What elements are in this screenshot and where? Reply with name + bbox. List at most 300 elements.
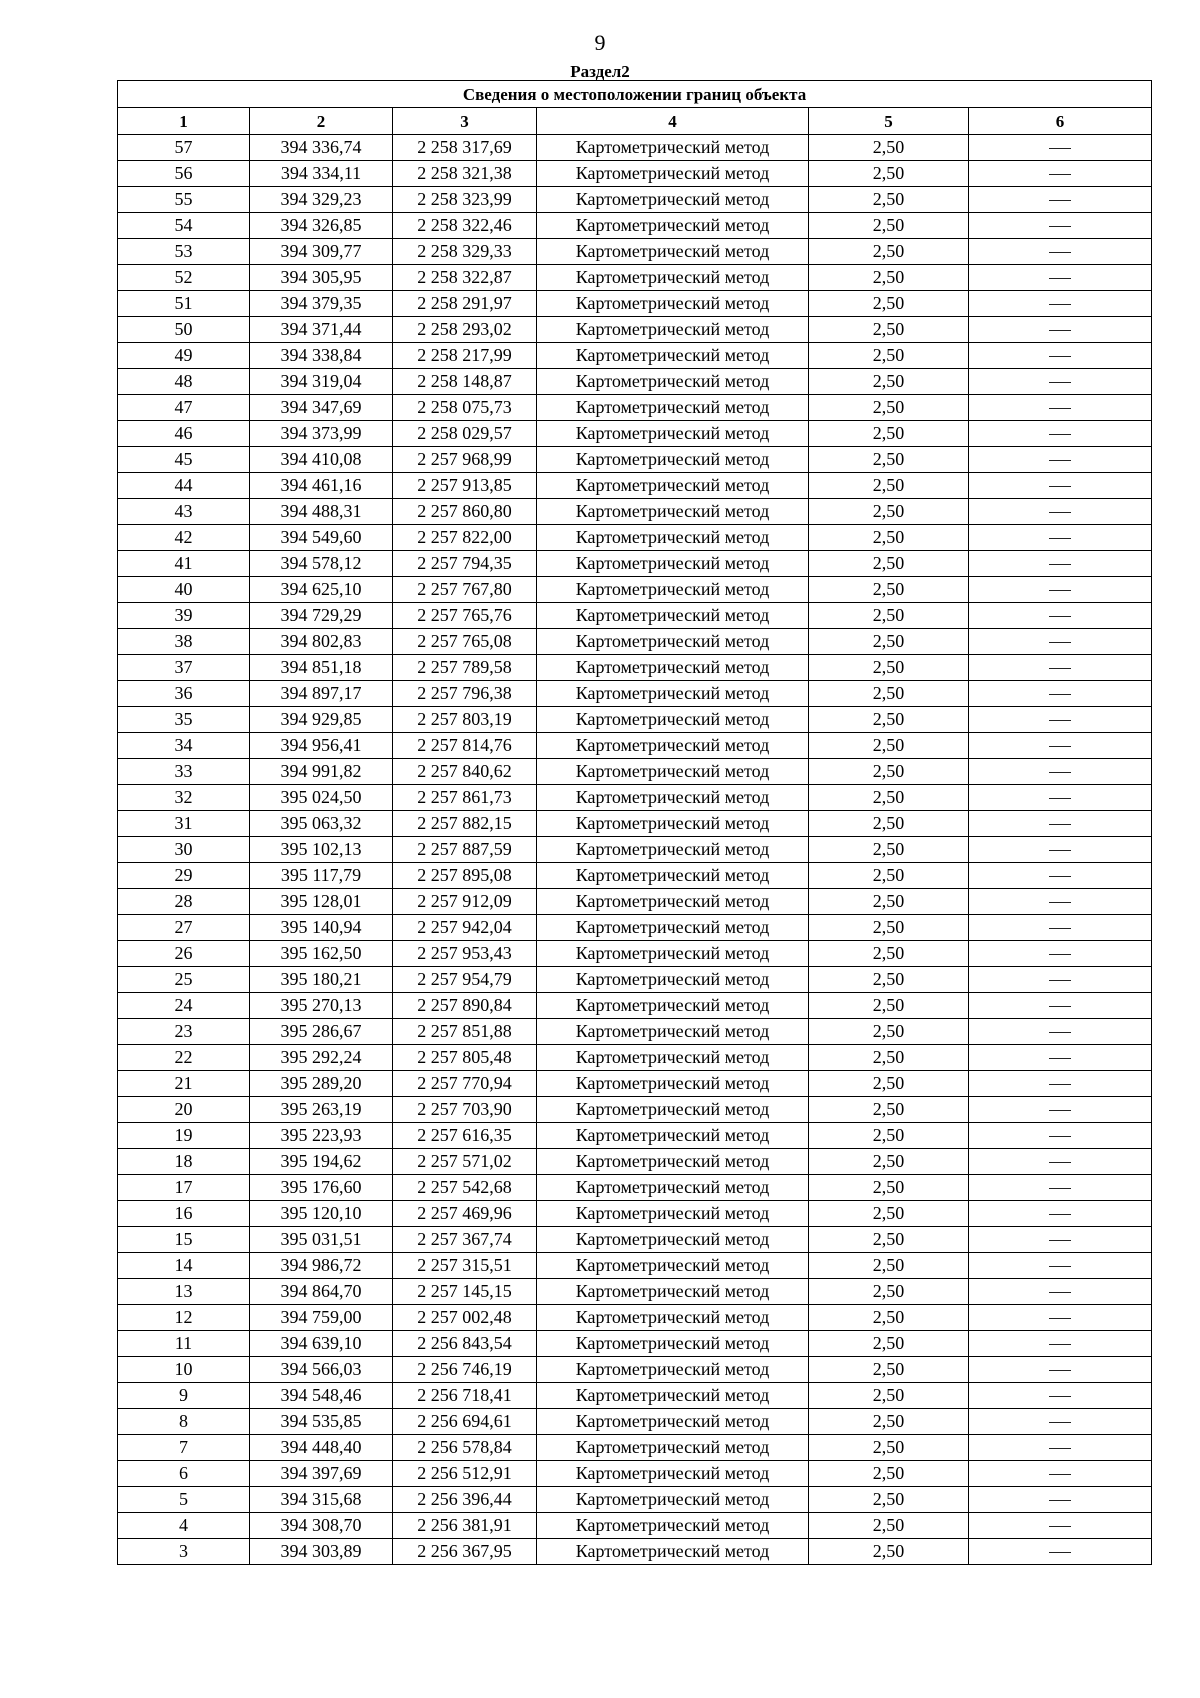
x-coordinate-cell: 394 315,68	[250, 1487, 393, 1513]
point-number-cell: 16	[118, 1201, 250, 1227]
point-number-cell: 49	[118, 343, 250, 369]
accuracy-value-cell: 2,50	[809, 473, 969, 499]
point-number-cell: 56	[118, 161, 250, 187]
point-number-cell: 31	[118, 811, 250, 837]
accuracy-value-cell: 2,50	[809, 213, 969, 239]
x-coordinate-cell: 394 347,69	[250, 395, 393, 421]
dash-mark	[1049, 1266, 1071, 1267]
description-cell	[969, 629, 1152, 655]
description-cell	[969, 551, 1152, 577]
determination-method-cell: Картометрический метод	[537, 369, 809, 395]
accuracy-value-cell: 2,50	[809, 941, 969, 967]
accuracy-value-cell: 2,50	[809, 889, 969, 915]
x-coordinate-cell: 395 120,10	[250, 1201, 393, 1227]
determination-method-cell: Картометрический метод	[537, 239, 809, 265]
table-row	[118, 1123, 1152, 1149]
determination-method-cell: Картометрический метод	[537, 603, 809, 629]
dash-mark	[1049, 1084, 1071, 1085]
x-coordinate-cell: 395 024,50	[250, 785, 393, 811]
table-row	[118, 1513, 1152, 1539]
description-cell	[969, 1227, 1152, 1253]
y-coordinate-cell: 2 256 367,95	[393, 1539, 537, 1565]
table-row	[118, 499, 1152, 525]
accuracy-value-cell: 2,50	[809, 603, 969, 629]
table-row	[118, 395, 1152, 421]
dash-mark	[1049, 642, 1071, 643]
determination-method-cell: Картометрический метод	[537, 1123, 809, 1149]
x-coordinate-cell: 394 488,31	[250, 499, 393, 525]
determination-method-cell: Картометрический метод	[537, 161, 809, 187]
dash-mark	[1049, 1500, 1071, 1501]
accuracy-value-cell: 2,50	[809, 1383, 969, 1409]
description-cell	[969, 1383, 1152, 1409]
description-cell	[969, 811, 1152, 837]
x-coordinate-cell: 395 176,60	[250, 1175, 393, 1201]
dash-mark	[1049, 252, 1071, 253]
x-coordinate-cell: 394 986,72	[250, 1253, 393, 1279]
determination-method-cell: Картометрический метод	[537, 421, 809, 447]
point-number-cell: 11	[118, 1331, 250, 1357]
point-number-cell: 15	[118, 1227, 250, 1253]
point-number-cell: 41	[118, 551, 250, 577]
determination-method-cell: Картометрический метод	[537, 291, 809, 317]
accuracy-value-cell: 2,50	[809, 421, 969, 447]
x-coordinate-cell: 394 305,95	[250, 265, 393, 291]
x-coordinate-cell: 394 319,04	[250, 369, 393, 395]
point-number-cell: 27	[118, 915, 250, 941]
accuracy-value-cell: 2,50	[809, 1253, 969, 1279]
x-coordinate-cell: 394 397,69	[250, 1461, 393, 1487]
accuracy-value-cell: 2,50	[809, 343, 969, 369]
description-cell	[969, 1201, 1152, 1227]
determination-method-cell: Картометрический метод	[537, 525, 809, 551]
description-cell	[969, 1409, 1152, 1435]
point-number-cell: 57	[118, 135, 250, 161]
y-coordinate-cell: 2 258 075,73	[393, 395, 537, 421]
accuracy-value-cell: 2,50	[809, 863, 969, 889]
table-row	[118, 785, 1152, 811]
page-number: 9	[594, 30, 606, 55]
column-header: 2	[250, 108, 393, 135]
description-cell	[969, 291, 1152, 317]
dash-mark	[1049, 1058, 1071, 1059]
y-coordinate-cell: 2 257 895,08	[393, 863, 537, 889]
accuracy-value-cell: 2,50	[809, 681, 969, 707]
determination-method-cell: Картометрический метод	[537, 187, 809, 213]
point-number-cell: 3	[118, 1539, 250, 1565]
description-cell	[969, 265, 1152, 291]
accuracy-value-cell: 2,50	[809, 395, 969, 421]
accuracy-value-cell: 2,50	[809, 1175, 969, 1201]
table-row	[118, 1461, 1152, 1487]
point-number-cell: 4	[118, 1513, 250, 1539]
table-row	[118, 1487, 1152, 1513]
description-cell	[969, 447, 1152, 473]
description-cell	[969, 369, 1152, 395]
description-cell	[969, 135, 1152, 161]
dash-mark	[1049, 876, 1071, 877]
description-cell	[969, 421, 1152, 447]
accuracy-value-cell: 2,50	[809, 1123, 969, 1149]
column-header: 1	[118, 108, 250, 135]
dash-mark	[1049, 278, 1071, 279]
point-number-cell: 13	[118, 1279, 250, 1305]
point-number-cell: 35	[118, 707, 250, 733]
x-coordinate-cell: 395 223,93	[250, 1123, 393, 1149]
point-number-cell: 14	[118, 1253, 250, 1279]
determination-method-cell: Картометрический метод	[537, 265, 809, 291]
accuracy-value-cell: 2,50	[809, 1435, 969, 1461]
determination-method-cell: Картометрический метод	[537, 1279, 809, 1305]
determination-method-cell: Картометрический метод	[537, 213, 809, 239]
y-coordinate-cell: 2 257 765,76	[393, 603, 537, 629]
determination-method-cell: Картометрический метод	[537, 447, 809, 473]
table-row	[118, 1279, 1152, 1305]
description-cell	[969, 187, 1152, 213]
description-cell	[969, 733, 1152, 759]
accuracy-value-cell: 2,50	[809, 1513, 969, 1539]
dash-mark	[1049, 1006, 1071, 1007]
x-coordinate-cell: 395 102,13	[250, 837, 393, 863]
dash-mark	[1049, 1422, 1071, 1423]
point-number-cell: 55	[118, 187, 250, 213]
y-coordinate-cell: 2 257 822,00	[393, 525, 537, 551]
description-cell	[969, 941, 1152, 967]
dash-mark	[1049, 928, 1071, 929]
table-row	[118, 1071, 1152, 1097]
table-row	[118, 733, 1152, 759]
accuracy-value-cell: 2,50	[809, 499, 969, 525]
dash-mark	[1049, 850, 1071, 851]
y-coordinate-cell: 2 256 578,84	[393, 1435, 537, 1461]
dash-mark	[1049, 226, 1071, 227]
accuracy-value-cell: 2,50	[809, 317, 969, 343]
x-coordinate-cell: 394 864,70	[250, 1279, 393, 1305]
dash-mark	[1049, 1526, 1071, 1527]
dash-mark	[1049, 148, 1071, 149]
boundary-coordinates-table	[117, 80, 1152, 1565]
determination-method-cell: Картометрический метод	[537, 395, 809, 421]
x-coordinate-cell: 394 371,44	[250, 317, 393, 343]
accuracy-value-cell: 2,50	[809, 1071, 969, 1097]
determination-method-cell: Картометрический метод	[537, 317, 809, 343]
accuracy-value-cell: 2,50	[809, 1097, 969, 1123]
y-coordinate-cell: 2 258 317,69	[393, 135, 537, 161]
dash-mark	[1049, 798, 1071, 799]
determination-method-cell: Картометрический метод	[537, 681, 809, 707]
determination-method-cell: Картометрический метод	[537, 551, 809, 577]
determination-method-cell: Картометрический метод	[537, 1201, 809, 1227]
x-coordinate-cell: 394 338,84	[250, 343, 393, 369]
dash-mark	[1049, 1370, 1071, 1371]
y-coordinate-cell: 2 257 954,79	[393, 967, 537, 993]
point-number-cell: 32	[118, 785, 250, 811]
point-number-cell: 48	[118, 369, 250, 395]
determination-method-cell: Картометрический метод	[537, 1513, 809, 1539]
y-coordinate-cell: 2 257 794,35	[393, 551, 537, 577]
determination-method-cell: Картометрический метод	[537, 759, 809, 785]
determination-method-cell: Картометрический метод	[537, 343, 809, 369]
accuracy-value-cell: 2,50	[809, 993, 969, 1019]
description-cell	[969, 1071, 1152, 1097]
point-number-cell: 33	[118, 759, 250, 785]
accuracy-value-cell: 2,50	[809, 239, 969, 265]
description-cell	[969, 915, 1152, 941]
accuracy-value-cell: 2,50	[809, 577, 969, 603]
description-cell	[969, 1513, 1152, 1539]
x-coordinate-cell: 394 625,10	[250, 577, 393, 603]
x-coordinate-cell: 394 991,82	[250, 759, 393, 785]
dash-mark	[1049, 382, 1071, 383]
description-cell	[969, 577, 1152, 603]
y-coordinate-cell: 2 257 882,15	[393, 811, 537, 837]
determination-method-cell: Картометрический метод	[537, 1487, 809, 1513]
y-coordinate-cell: 2 257 002,48	[393, 1305, 537, 1331]
table-row	[118, 551, 1152, 577]
y-coordinate-cell: 2 257 814,76	[393, 733, 537, 759]
accuracy-value-cell: 2,50	[809, 915, 969, 941]
determination-method-cell: Картометрический метод	[537, 1409, 809, 1435]
accuracy-value-cell: 2,50	[809, 1305, 969, 1331]
determination-method-cell: Картометрический метод	[537, 733, 809, 759]
point-number-cell: 28	[118, 889, 250, 915]
table-row	[118, 967, 1152, 993]
table-row	[118, 473, 1152, 499]
table-row	[118, 369, 1152, 395]
y-coordinate-cell: 2 258 217,99	[393, 343, 537, 369]
x-coordinate-cell: 394 461,16	[250, 473, 393, 499]
description-cell	[969, 1357, 1152, 1383]
table-row	[118, 1305, 1152, 1331]
determination-method-cell: Картометрический метод	[537, 915, 809, 941]
y-coordinate-cell: 2 257 913,85	[393, 473, 537, 499]
point-number-cell: 6	[118, 1461, 250, 1487]
x-coordinate-cell: 395 162,50	[250, 941, 393, 967]
x-coordinate-cell: 395 194,62	[250, 1149, 393, 1175]
y-coordinate-cell: 2 256 843,54	[393, 1331, 537, 1357]
point-number-cell: 24	[118, 993, 250, 1019]
description-cell	[969, 1019, 1152, 1045]
description-cell	[969, 681, 1152, 707]
accuracy-value-cell: 2,50	[809, 1539, 969, 1565]
x-coordinate-cell: 394 548,46	[250, 1383, 393, 1409]
dash-mark	[1049, 512, 1071, 513]
table-row	[118, 1539, 1152, 1565]
dash-mark	[1049, 1552, 1071, 1553]
y-coordinate-cell: 2 256 746,19	[393, 1357, 537, 1383]
description-cell	[969, 1097, 1152, 1123]
x-coordinate-cell: 395 140,94	[250, 915, 393, 941]
table-row	[118, 811, 1152, 837]
description-cell	[969, 707, 1152, 733]
accuracy-value-cell: 2,50	[809, 1201, 969, 1227]
column-header: 4	[537, 108, 809, 135]
point-number-cell: 29	[118, 863, 250, 889]
point-number-cell: 36	[118, 681, 250, 707]
x-coordinate-cell: 394 373,99	[250, 421, 393, 447]
dash-mark	[1049, 1110, 1071, 1111]
point-number-cell: 42	[118, 525, 250, 551]
x-coordinate-cell: 395 117,79	[250, 863, 393, 889]
dash-mark	[1049, 330, 1071, 331]
table-row	[118, 889, 1152, 915]
point-number-cell: 26	[118, 941, 250, 967]
description-cell	[969, 967, 1152, 993]
determination-method-cell: Картометрический метод	[537, 811, 809, 837]
table-row	[118, 447, 1152, 473]
point-number-cell: 18	[118, 1149, 250, 1175]
dash-mark	[1049, 460, 1071, 461]
y-coordinate-cell: 2 257 767,80	[393, 577, 537, 603]
x-coordinate-cell: 394 535,85	[250, 1409, 393, 1435]
table-row	[118, 993, 1152, 1019]
determination-method-cell: Картометрический метод	[537, 577, 809, 603]
x-coordinate-cell: 394 929,85	[250, 707, 393, 733]
y-coordinate-cell: 2 257 542,68	[393, 1175, 537, 1201]
x-coordinate-cell: 394 639,10	[250, 1331, 393, 1357]
accuracy-value-cell: 2,50	[809, 1409, 969, 1435]
dash-mark	[1049, 902, 1071, 903]
dash-mark	[1049, 1214, 1071, 1215]
point-number-cell: 17	[118, 1175, 250, 1201]
x-coordinate-cell: 394 303,89	[250, 1539, 393, 1565]
x-coordinate-cell: 395 180,21	[250, 967, 393, 993]
description-cell	[969, 837, 1152, 863]
point-number-cell: 38	[118, 629, 250, 655]
point-number-cell: 45	[118, 447, 250, 473]
dash-mark	[1049, 1474, 1071, 1475]
table-row	[118, 1357, 1152, 1383]
table-row	[118, 291, 1152, 317]
determination-method-cell: Картометрический метод	[537, 1383, 809, 1409]
accuracy-value-cell: 2,50	[809, 525, 969, 551]
x-coordinate-cell: 394 956,41	[250, 733, 393, 759]
dash-mark	[1049, 1188, 1071, 1189]
table-row	[118, 681, 1152, 707]
point-number-cell: 52	[118, 265, 250, 291]
y-coordinate-cell: 2 257 851,88	[393, 1019, 537, 1045]
point-number-cell: 50	[118, 317, 250, 343]
point-number-cell: 20	[118, 1097, 250, 1123]
x-coordinate-cell: 394 334,11	[250, 161, 393, 187]
description-cell	[969, 1305, 1152, 1331]
point-number-cell: 22	[118, 1045, 250, 1071]
table-row	[118, 1331, 1152, 1357]
dash-mark	[1049, 1448, 1071, 1449]
y-coordinate-cell: 2 257 765,08	[393, 629, 537, 655]
description-cell	[969, 785, 1152, 811]
x-coordinate-cell: 394 729,29	[250, 603, 393, 629]
determination-method-cell: Картометрический метод	[537, 1045, 809, 1071]
x-coordinate-cell: 394 802,83	[250, 629, 393, 655]
x-coordinate-cell: 394 448,40	[250, 1435, 393, 1461]
accuracy-value-cell: 2,50	[809, 369, 969, 395]
dash-mark	[1049, 408, 1071, 409]
y-coordinate-cell: 2 257 367,74	[393, 1227, 537, 1253]
table-row	[118, 915, 1152, 941]
y-coordinate-cell: 2 258 293,02	[393, 317, 537, 343]
dash-mark	[1049, 980, 1071, 981]
dash-mark	[1049, 434, 1071, 435]
description-cell	[969, 317, 1152, 343]
x-coordinate-cell: 394 308,70	[250, 1513, 393, 1539]
x-coordinate-cell: 394 309,77	[250, 239, 393, 265]
description-cell	[969, 213, 1152, 239]
dash-mark	[1049, 1136, 1071, 1137]
description-cell	[969, 1253, 1152, 1279]
y-coordinate-cell: 2 258 148,87	[393, 369, 537, 395]
point-number-cell: 46	[118, 421, 250, 447]
dash-mark	[1049, 1344, 1071, 1345]
table-row	[118, 135, 1152, 161]
determination-method-cell: Картометрический метод	[537, 1539, 809, 1565]
x-coordinate-cell: 395 063,32	[250, 811, 393, 837]
y-coordinate-cell: 2 256 396,44	[393, 1487, 537, 1513]
accuracy-value-cell: 2,50	[809, 759, 969, 785]
point-number-cell: 19	[118, 1123, 250, 1149]
point-number-cell: 34	[118, 733, 250, 759]
dash-mark	[1049, 746, 1071, 747]
accuracy-value-cell: 2,50	[809, 785, 969, 811]
x-coordinate-cell: 394 326,85	[250, 213, 393, 239]
y-coordinate-cell: 2 257 616,35	[393, 1123, 537, 1149]
determination-method-cell: Картометрический метод	[537, 785, 809, 811]
column-header: 6	[969, 108, 1152, 135]
determination-method-cell: Картометрический метод	[537, 1435, 809, 1461]
determination-method-cell: Картометрический метод	[537, 629, 809, 655]
description-cell	[969, 1539, 1152, 1565]
point-number-cell: 54	[118, 213, 250, 239]
description-cell	[969, 525, 1152, 551]
determination-method-cell: Картометрический метод	[537, 499, 809, 525]
x-coordinate-cell: 394 410,08	[250, 447, 393, 473]
point-number-cell: 21	[118, 1071, 250, 1097]
y-coordinate-cell: 2 257 805,48	[393, 1045, 537, 1071]
accuracy-value-cell: 2,50	[809, 967, 969, 993]
table-row	[118, 343, 1152, 369]
point-number-cell: 12	[118, 1305, 250, 1331]
determination-method-cell: Картометрический метод	[537, 473, 809, 499]
description-cell	[969, 395, 1152, 421]
determination-method-cell: Картометрический метод	[537, 863, 809, 889]
determination-method-cell: Картометрический метод	[537, 1149, 809, 1175]
dash-mark	[1049, 954, 1071, 955]
accuracy-value-cell: 2,50	[809, 811, 969, 837]
dash-mark	[1049, 304, 1071, 305]
determination-method-cell: Картометрический метод	[537, 1331, 809, 1357]
dash-mark	[1049, 1318, 1071, 1319]
point-number-cell: 5	[118, 1487, 250, 1513]
y-coordinate-cell: 2 257 770,94	[393, 1071, 537, 1097]
description-cell	[969, 473, 1152, 499]
description-cell	[969, 1045, 1152, 1071]
description-cell	[969, 239, 1152, 265]
x-coordinate-cell: 394 379,35	[250, 291, 393, 317]
table-row	[118, 941, 1152, 967]
y-coordinate-cell: 2 257 942,04	[393, 915, 537, 941]
dash-mark	[1049, 616, 1071, 617]
table-row	[118, 759, 1152, 785]
dash-mark	[1049, 1032, 1071, 1033]
table-row	[118, 603, 1152, 629]
x-coordinate-cell: 395 263,19	[250, 1097, 393, 1123]
accuracy-value-cell: 2,50	[809, 655, 969, 681]
y-coordinate-cell: 2 257 315,51	[393, 1253, 537, 1279]
table-row	[118, 1201, 1152, 1227]
determination-method-cell: Картометрический метод	[537, 889, 809, 915]
y-coordinate-cell: 2 256 694,61	[393, 1409, 537, 1435]
dash-mark	[1049, 1162, 1071, 1163]
